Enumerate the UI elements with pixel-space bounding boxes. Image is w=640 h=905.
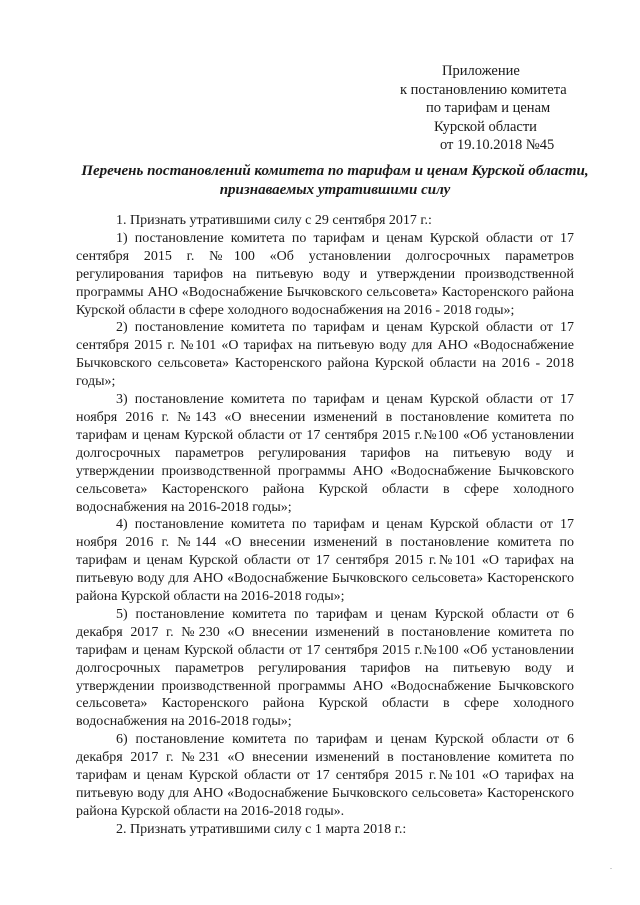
appendix-date-number: от 19.10.2018 №45 [440, 137, 555, 153]
section-2-heading: 2. Признать утратившими силу с 1 марта 2018 г.: [116, 821, 407, 837]
list-item-4: 4) постановление комитета по тарифам и ценам Курской области от 17 ноября 2016 г. №144 «О внесении изменений в постановление комитета по тарифам и ценам Курской области от 17 сентября 2015 г.№101 «О тарифах на питьевую воду для АНО «Водоснабжение Бычковского сельсовета» Касторенского района Курской области на 2016-2018 годы»; [76, 517, 574, 605]
appendix-region: Курской области [434, 118, 537, 135]
list-item-5: 5) постановление комитета по тарифам и ценам Курской области от 6 декабря 2017 г. №230 «О внесении изменений в постановление комитета по тарифам и ценам Курской области от 17 сентября 2015 г.№100 «Об установлении долгосрочных параметров регулирования тарифов на питьевую воду и утверждении производственной программы АНО «Водоснабжение Бычковского сельсовета» Касторенского района Курской области в сфере холодного водоснабжения на 2016-2018 годы»; [76, 606, 574, 730]
list-item-6: 6) постановление комитета по тарифам и ценам Курской области от 6 декабря 2017 г. №231 «О внесении изменений в постановление комитета по тарифам и ценам Курской области от 17 сентября 2015 г.№101 «О тарифах на питьевую воду для АНО «Водоснабжение Бычковского сельсовета» Касторенского района Курской области на 2016-2018 годы». [76, 732, 574, 819]
document-body [76, 212, 574, 839]
appendix-heading: Приложение [442, 63, 520, 79]
list-item-1: 1) постановление комитета по тарифам и ценам Курской области от 17 сентября 2015 г. №100 «Об установлении долгосрочных параметров регулирования тарифов на питьевую воду и утверждении производственной программы АНО «Водоснабжение Бычковского сельсовета» Касторенского района Курской области в сфере холодного водоснабжения на 2016 - 2018 годы»; [76, 230, 574, 318]
document-title: Перечень постановлений комитета по тарифам и ценам Курской области, признаваемых утратившими силу [81, 163, 589, 198]
section-1-heading: 1. Признать утратившими силу с 29 сентября 2017 г.: [116, 213, 432, 228]
appendix-reference: к постановлению комитета [400, 81, 567, 98]
corner-mark: . [610, 862, 612, 871]
appendix-committee: по тарифам и ценам [426, 100, 551, 116]
list-item-2: 2) постановление комитета по тарифам и ценам Курской области от 17 сентября 2015 г. №101 «О тарифах на питьевую воду для АНО «Водоснабжение Бычковского сельсовета» Касторенского района Курской области на 2016 - 2018 годы»; [76, 320, 574, 390]
appendix-block [360, 62, 600, 155]
list-item-3: 3) постановление комитета по тарифам и ценам Курской области от 17 ноября 2016 г. №143 «О внесении изменений в постановление комитета по тарифам и ценам Курской области от 17 сентября 2015 г.№100 «Об установлении долгосрочных параметров регулирования тарифов на питьевую воду и утверждении производственной программы АНО «Водоснабжение Бычковского сельсовета» Касторенского района Курской области в сфере холодного водоснабжения на 2016-2018 годы»; [76, 392, 574, 515]
